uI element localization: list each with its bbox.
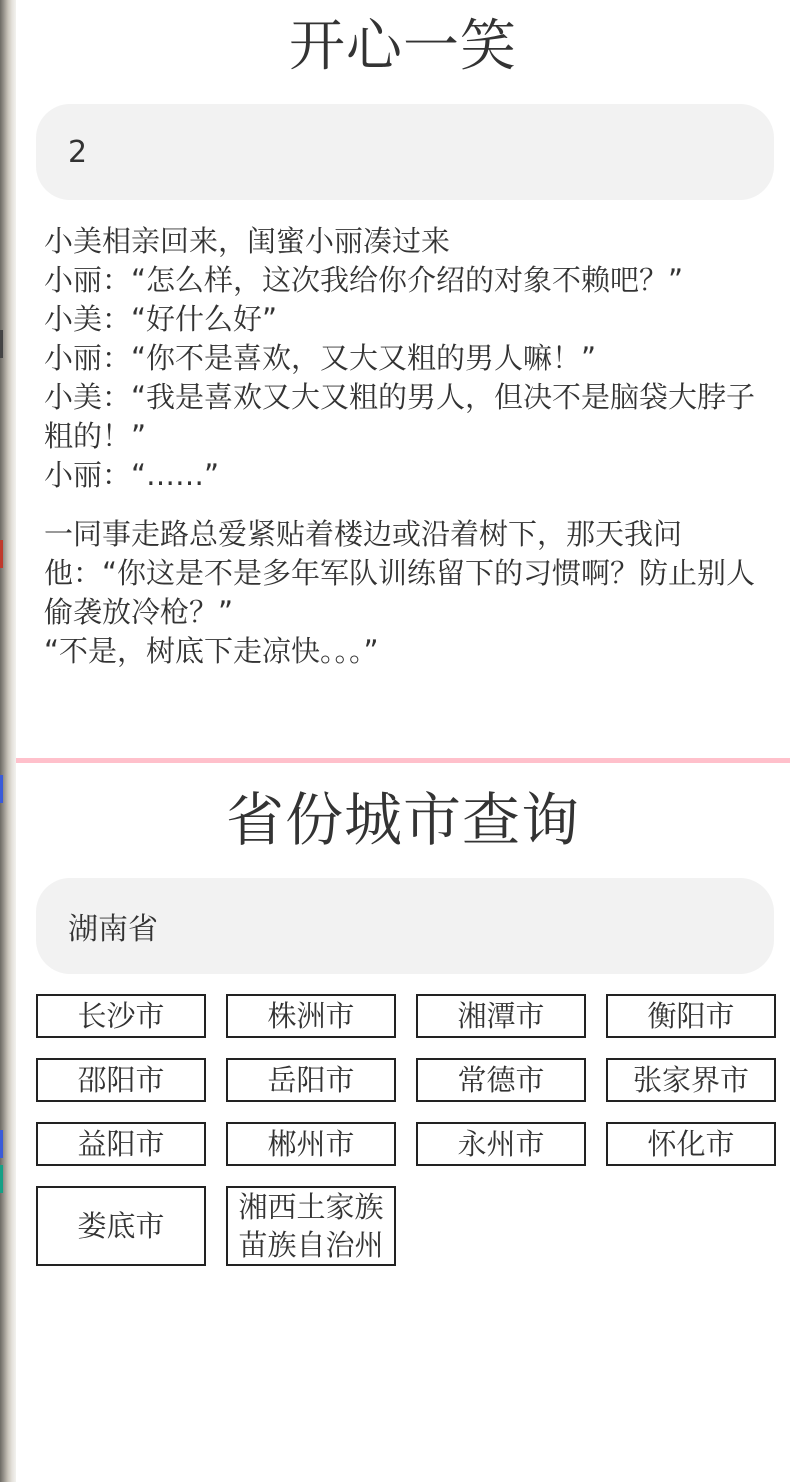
edge-mark — [0, 540, 3, 568]
joke-list — [44, 222, 774, 691]
joke-line: 小美相亲回来，闺蜜小丽凑过来 — [44, 224, 451, 258]
city-button-grid — [36, 994, 790, 1286]
city-button[interactable]: 怀化市 — [606, 1122, 776, 1166]
window-left-edge — [0, 0, 16, 1482]
city-button[interactable]: 衡阳市 — [606, 994, 776, 1038]
city-button[interactable]: 娄底市 — [36, 1186, 206, 1266]
city-button[interactable]: 郴州市 — [226, 1122, 396, 1166]
edge-mark — [0, 330, 3, 358]
city-button[interactable]: 岳阳市 — [226, 1058, 396, 1102]
joke-line: “不是，树底下走凉快。。。” — [44, 634, 379, 668]
edge-mark — [0, 1165, 3, 1193]
joke-number-input[interactable] — [36, 104, 774, 200]
section-divider — [16, 758, 790, 763]
city-button[interactable]: 邵阳市 — [36, 1058, 206, 1102]
joke-line: 小美：“好什么好” — [44, 302, 278, 336]
city-button[interactable]: 永州市 — [416, 1122, 586, 1166]
joke-section-title: 开心一笑 — [289, 14, 517, 79]
city-button[interactable]: 益阳市 — [36, 1122, 206, 1166]
joke-line: 一同事走路总爱紧贴着楼边或沿着树下，那天我问他：“你这是不是多年军队训练留下的习惯啊？防止别人偷袭放冷枪？” — [44, 517, 756, 629]
joke-item — [44, 515, 774, 671]
joke-item — [44, 222, 774, 495]
city-button[interactable]: 长沙市 — [36, 994, 206, 1038]
city-button[interactable]: 常德市 — [416, 1058, 586, 1102]
joke-line: 小丽：“……” — [44, 458, 220, 492]
joke-line: 小丽：“你不是喜欢，又大又粗的男人嘛！” — [44, 341, 597, 375]
city-button[interactable]: 湘西土家族苗族自治州 — [226, 1186, 396, 1266]
city-button[interactable]: 湘潭市 — [416, 994, 586, 1038]
edge-mark — [0, 775, 3, 803]
edge-mark — [0, 1130, 3, 1158]
city-button[interactable]: 张家界市 — [606, 1058, 776, 1102]
province-input[interactable] — [36, 878, 774, 974]
joke-line: 小美：“我是喜欢又大又粗的男人，但决不是脑袋大脖子粗的！” — [44, 380, 756, 453]
joke-line: 小丽：“怎么样，这次我给你介绍的对象不赖吧？” — [44, 263, 684, 297]
city-button[interactable]: 株洲市 — [226, 994, 396, 1038]
page — [16, 0, 790, 1482]
city-section-title: 省份城市查询 — [225, 786, 580, 854]
